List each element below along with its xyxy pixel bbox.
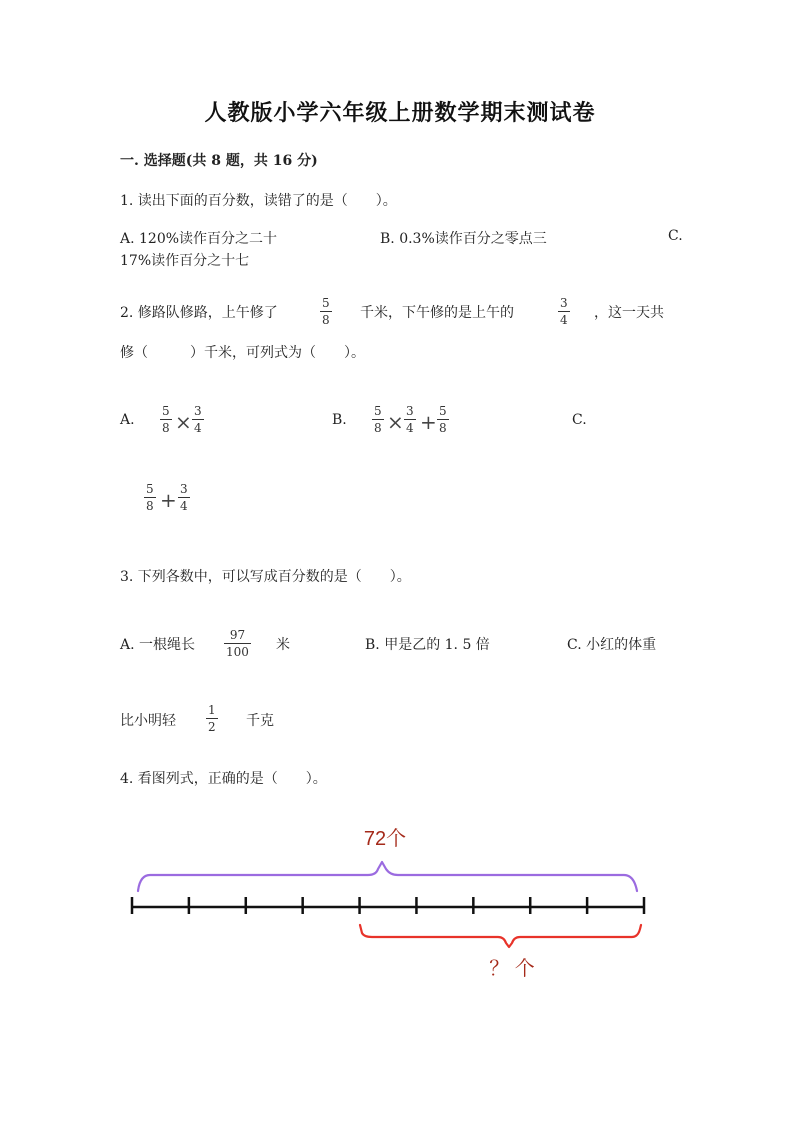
fraction-97-over-100 bbox=[224, 628, 251, 659]
fraction-bar bbox=[192, 419, 204, 420]
option-b-fraction-3 bbox=[437, 404, 449, 435]
fraction-bar bbox=[160, 419, 172, 420]
option-c-fraction-1 bbox=[144, 482, 156, 513]
fraction-numerator: 5 bbox=[162, 404, 170, 418]
question-2-option-c-label: C. bbox=[572, 412, 587, 428]
fraction-denominator: 4 bbox=[180, 499, 188, 513]
times-sign: × bbox=[387, 410, 404, 434]
fraction-denominator: 2 bbox=[208, 720, 216, 734]
question-2-stem-part1: 2. 修路队修路，上午修了 bbox=[120, 305, 278, 321]
fraction-numerator: 97 bbox=[229, 628, 246, 642]
fraction-denominator: 8 bbox=[162, 421, 170, 435]
fraction-numerator: 5 bbox=[439, 404, 447, 418]
fraction-bar bbox=[144, 497, 156, 498]
unknown-count-label: ？ 个 bbox=[489, 958, 535, 980]
question-3-option-b: B. 甲是乙的 1. 5 倍 bbox=[365, 637, 490, 653]
question-2-option-a-label: A. bbox=[120, 412, 135, 428]
option-a-fraction-1 bbox=[160, 404, 172, 435]
fraction-bar bbox=[437, 419, 449, 420]
question-2-stem-part4: 修（ ）千米，可列式为（ ）。 bbox=[120, 345, 365, 361]
page-title: 人教版小学六年级上册数学期末测试卷 bbox=[204, 100, 596, 126]
fraction-numerator: 3 bbox=[180, 482, 188, 496]
fraction-numerator: 3 bbox=[560, 296, 568, 310]
option-c-fraction-2 bbox=[178, 482, 190, 513]
question-1-option-c-label: C. bbox=[668, 228, 683, 244]
fraction-three-quarters bbox=[558, 296, 570, 327]
fraction-bar bbox=[178, 497, 190, 498]
fraction-denominator: 4 bbox=[194, 421, 202, 435]
question-3-option-c-part3: 千克 bbox=[246, 713, 274, 729]
question-3-option-c-part1: C. 小红的体重 bbox=[567, 637, 657, 653]
fraction-bar bbox=[558, 311, 570, 312]
fraction-denominator: 8 bbox=[439, 421, 447, 435]
question-2-option-b-label: B. bbox=[332, 412, 347, 428]
question-4-stem: 4. 看图列式，正确的是（ ）。 bbox=[120, 771, 327, 787]
fraction-bar bbox=[404, 419, 416, 420]
question-1-option-b: B. 0.3%读作百分之零点三 bbox=[380, 231, 547, 247]
fraction-bar bbox=[224, 643, 251, 644]
plus-sign: + bbox=[160, 488, 177, 512]
fraction-bar bbox=[206, 718, 218, 719]
fraction-denominator: 4 bbox=[560, 313, 568, 327]
question-2-stem-part2: 千米，下午修的是上午的 bbox=[360, 305, 514, 321]
total-brace bbox=[138, 862, 637, 891]
fraction-denominator: 8 bbox=[146, 499, 154, 513]
option-b-fraction-2 bbox=[404, 404, 416, 435]
section-heading: 一. 选择题(共 8 题，共 16 分) bbox=[120, 153, 318, 169]
fraction-numerator: 3 bbox=[194, 404, 202, 418]
fraction-numerator: 1 bbox=[208, 703, 216, 717]
question-1-option-a: A. 120%读作百分之二十 bbox=[120, 231, 278, 247]
line-segment-diagram bbox=[120, 815, 660, 990]
question-3-option-a-part1: A. 一根绳长 bbox=[120, 637, 196, 653]
question-3-option-c-part2: 比小明轻 bbox=[120, 713, 176, 729]
fraction-bar bbox=[372, 419, 384, 420]
plus-sign: + bbox=[420, 410, 437, 434]
fraction-one-half bbox=[206, 703, 218, 734]
fraction-denominator: 8 bbox=[374, 421, 382, 435]
fraction-numerator: 5 bbox=[374, 404, 382, 418]
tick-marks bbox=[132, 897, 644, 914]
question-3-stem: 3. 下列各数中，可以写成百分数的是（ ）。 bbox=[120, 569, 411, 585]
question-1-option-c-text: 17%读作百分之十七 bbox=[120, 253, 250, 269]
option-b-fraction-1 bbox=[372, 404, 384, 435]
fraction-denominator: 4 bbox=[406, 421, 414, 435]
fraction-bar bbox=[320, 311, 332, 312]
question-2-stem-part3: ，这一天共 bbox=[594, 305, 664, 321]
fraction-numerator: 3 bbox=[406, 404, 414, 418]
question-1-stem: 1. 读出下面的百分数，读错了的是（ ）。 bbox=[120, 193, 397, 209]
total-count-label: 72个 bbox=[363, 828, 407, 850]
fraction-numerator: 5 bbox=[146, 482, 154, 496]
fraction-five-eighths bbox=[320, 296, 332, 327]
question-3-option-a-part2: 米 bbox=[276, 637, 290, 653]
fraction-numerator: 5 bbox=[322, 296, 330, 310]
option-a-fraction-2 bbox=[192, 404, 204, 435]
fraction-denominator: 100 bbox=[226, 645, 249, 659]
fraction-denominator: 8 bbox=[322, 313, 330, 327]
times-sign: × bbox=[175, 410, 192, 434]
part-brace bbox=[360, 925, 641, 947]
